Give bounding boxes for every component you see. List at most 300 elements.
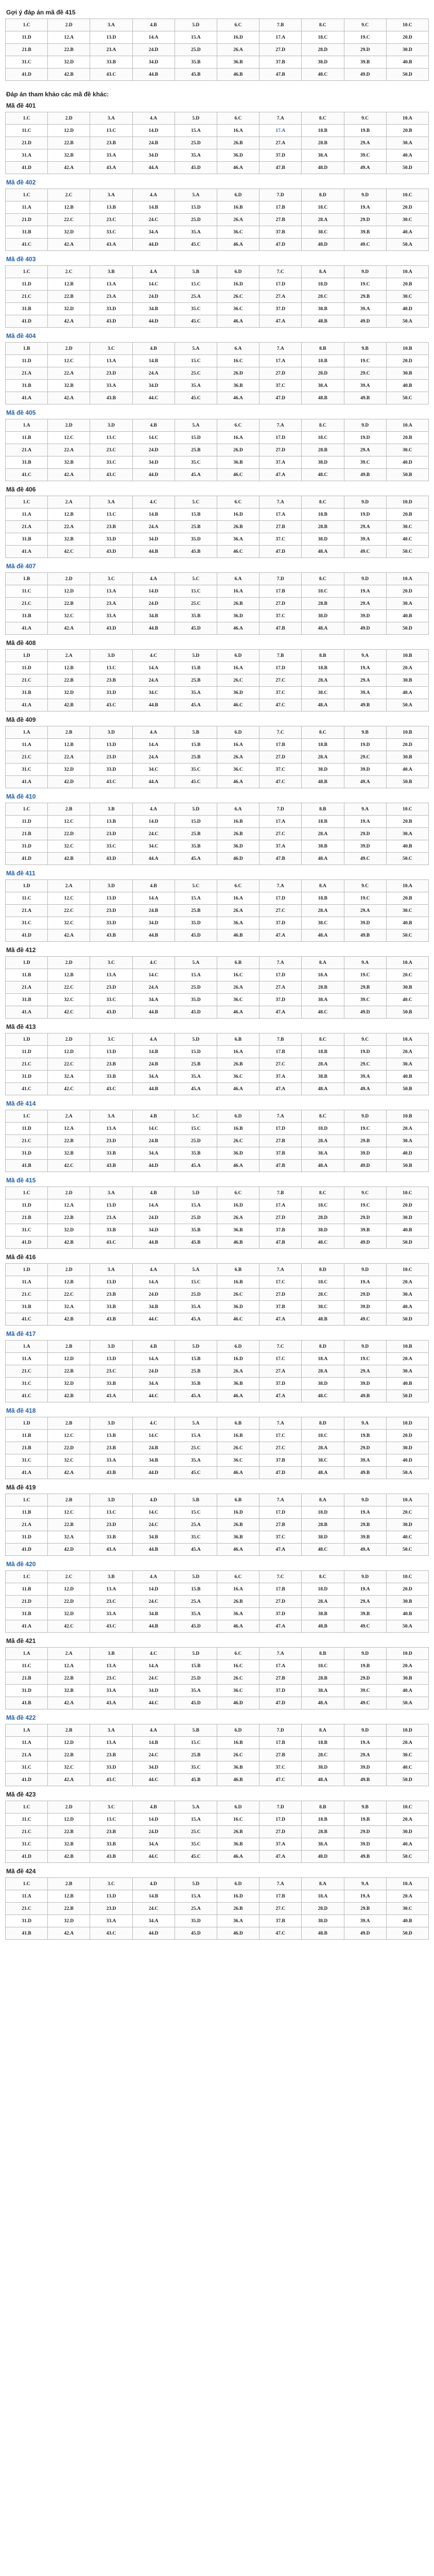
answer-cell: 19.C bbox=[344, 892, 386, 905]
answer-cell: 3.D bbox=[90, 1341, 132, 1353]
answer-cell: 22.B bbox=[48, 674, 90, 687]
answer-cell: 36.C bbox=[217, 1454, 259, 1467]
answer-cell: 47.A bbox=[259, 929, 302, 942]
answer-cell: 24.C bbox=[132, 1596, 175, 1608]
answer-row bbox=[6, 1596, 429, 1608]
answer-cell: 48.C bbox=[302, 1544, 344, 1556]
answer-cell: 8.C bbox=[302, 112, 344, 125]
answer-cell: 39.A bbox=[344, 303, 386, 315]
answer-cell: 23.B bbox=[90, 1442, 132, 1454]
answer-cell: 43.D bbox=[90, 546, 132, 558]
answer-cell: 43.B bbox=[90, 1313, 132, 1326]
answer-cell: 20.B bbox=[386, 432, 428, 444]
answer-cell: 2.C bbox=[48, 1571, 90, 1583]
answer-cell: 32.B bbox=[48, 1838, 90, 1851]
answer-row bbox=[6, 917, 429, 929]
answer-cell: 33.D bbox=[90, 303, 132, 315]
answer-cell: 30.C bbox=[386, 1903, 428, 1915]
answer-cell: 32.D bbox=[48, 764, 90, 776]
answer-cell: 41.A bbox=[6, 699, 48, 711]
answer-table bbox=[5, 1187, 429, 1249]
answer-cell: 43.A bbox=[90, 1697, 132, 1709]
answer-cell: 35.B bbox=[175, 610, 217, 622]
answer-cell: 47.B bbox=[259, 622, 302, 635]
answer-row bbox=[6, 1442, 429, 1454]
answer-table bbox=[5, 189, 429, 251]
answer-cell: 13.D bbox=[90, 1353, 132, 1365]
answer-cell: 35.C bbox=[175, 303, 217, 315]
answer-cell: 31.C bbox=[6, 1454, 48, 1467]
answer-cell: 1.C bbox=[6, 1801, 48, 1814]
answer-cell: 24.D bbox=[132, 1365, 175, 1378]
answer-cell: 9.C bbox=[344, 112, 386, 125]
answer-cell: 20.A bbox=[386, 1353, 428, 1365]
answer-cell: 22.C bbox=[48, 1289, 90, 1301]
answer-cell: 30.A bbox=[386, 598, 428, 610]
answer-cell: 2.B bbox=[48, 1724, 90, 1737]
exam-code-title: Mã đề 422 bbox=[6, 1714, 36, 1721]
answer-cell: 32.D bbox=[48, 687, 90, 699]
answer-row bbox=[6, 1224, 429, 1236]
answer-row bbox=[6, 1199, 429, 1212]
exam-code-block bbox=[5, 558, 429, 635]
answer-cell: 26.B bbox=[217, 1903, 259, 1915]
answer-cell: 33.A bbox=[90, 1608, 132, 1620]
answer-cell: 10.B bbox=[386, 726, 428, 739]
answer-cell: 26.C bbox=[217, 1749, 259, 1761]
answer-cell: 3.D bbox=[90, 650, 132, 662]
answer-cell: 11.D bbox=[6, 816, 48, 828]
answer-row bbox=[6, 816, 429, 828]
answer-cell: 41.C bbox=[6, 1390, 48, 1402]
exam-code-block bbox=[5, 404, 429, 481]
answer-cell: 38.C bbox=[302, 917, 344, 929]
answer-cell: 47.B bbox=[259, 162, 302, 174]
answer-cell: 31.B bbox=[6, 610, 48, 622]
answer-cell: 39.B bbox=[344, 1531, 386, 1544]
answer-cell: 3.C bbox=[90, 343, 132, 355]
answer-cell: 23.B bbox=[90, 1749, 132, 1761]
answer-table bbox=[5, 342, 429, 404]
answer-cell: 34.D bbox=[132, 917, 175, 929]
answer-cell: 11.D bbox=[6, 278, 48, 291]
answer-cell: 20.D bbox=[386, 739, 428, 751]
answer-cell: 35.A bbox=[175, 226, 217, 239]
answer-cell: 43.D bbox=[90, 853, 132, 865]
answer-row bbox=[6, 726, 429, 739]
answer-cell: 20.D bbox=[386, 1430, 428, 1442]
answer-cell: 40.D bbox=[386, 303, 428, 315]
answer-cell: 47.A bbox=[259, 1390, 302, 1402]
answer-cell: 7.B bbox=[259, 1187, 302, 1199]
answer-cell: 24.B bbox=[132, 1135, 175, 1147]
answer-cell: 26.B bbox=[217, 1519, 259, 1531]
answer-cell: 19.D bbox=[344, 739, 386, 751]
answer-cell: 29.A bbox=[344, 674, 386, 687]
answer-cell: 20.D bbox=[386, 355, 428, 367]
answer-cell: 45.A bbox=[175, 1544, 217, 1556]
answer-cell: 12.B bbox=[48, 278, 90, 291]
answer-cell: 25.B bbox=[175, 751, 217, 764]
answer-cell: 37.B bbox=[259, 1147, 302, 1160]
answer-cell: 28.B bbox=[302, 981, 344, 994]
answer-cell: 24.B bbox=[132, 1442, 175, 1454]
answer-cell: 29.A bbox=[344, 598, 386, 610]
answer-cell: 9.D bbox=[344, 1264, 386, 1276]
answer-cell: 1.C bbox=[6, 1878, 48, 1890]
answer-cell: 35.D bbox=[175, 917, 217, 929]
answer-cell: 9.A bbox=[344, 803, 386, 816]
answer-cell: 26.B bbox=[217, 828, 259, 840]
answer-cell: 9.B bbox=[344, 343, 386, 355]
answer-cell: 48.A bbox=[302, 1160, 344, 1172]
answer-cell: 45.D bbox=[175, 1006, 217, 1019]
answer-cell: 43.B bbox=[90, 392, 132, 404]
exam-code-title: Mã đề 411 bbox=[6, 870, 36, 877]
answer-cell: 20.A bbox=[386, 1046, 428, 1058]
answer-cell: 10.A bbox=[386, 957, 428, 969]
answer-row bbox=[6, 1761, 429, 1774]
answer-cell: 8.B bbox=[302, 343, 344, 355]
answer-cell: 23.D bbox=[90, 981, 132, 994]
answer-cell: 18.B bbox=[302, 1737, 344, 1749]
answer-cell: 39.C bbox=[344, 1685, 386, 1697]
answer-cell: 18.D bbox=[302, 1123, 344, 1135]
answer-cell: 39.B bbox=[344, 1224, 386, 1236]
answer-cell: 21.C bbox=[6, 598, 48, 610]
answer-cell: 4.B bbox=[132, 880, 175, 892]
answer-cell: 4.B bbox=[132, 19, 175, 31]
answer-cell: 30.C bbox=[386, 1749, 428, 1761]
answer-row bbox=[6, 303, 429, 315]
answer-cell: 18.B bbox=[302, 892, 344, 905]
answer-row bbox=[6, 1123, 429, 1135]
answer-cell: 21.C bbox=[6, 1289, 48, 1301]
answer-cell: 10.C bbox=[386, 189, 428, 201]
answer-cell: 10.C bbox=[386, 1571, 428, 1583]
answer-cell: 40.B bbox=[386, 1608, 428, 1620]
answer-cell: 34.B bbox=[132, 303, 175, 315]
answer-cell: 34.A bbox=[132, 1915, 175, 1927]
answer-cell: 45.D bbox=[175, 1620, 217, 1633]
answer-cell: 18.C bbox=[302, 1276, 344, 1289]
answer-cell: 47.B bbox=[259, 1160, 302, 1172]
answer-cell: 7.D bbox=[259, 1801, 302, 1814]
answer-cell: 26.B bbox=[217, 521, 259, 533]
answer-cell: 37.D bbox=[259, 994, 302, 1006]
answer-cell: 11.C bbox=[6, 125, 48, 137]
answer-cell: 26.B bbox=[217, 1826, 259, 1838]
answer-cell: 23.D bbox=[90, 1135, 132, 1147]
answer-cell: 13.A bbox=[90, 1660, 132, 1672]
answer-cell: 12.B bbox=[48, 1890, 90, 1903]
answer-cell: 44.C bbox=[132, 1390, 175, 1402]
answer-cell: 48.A bbox=[302, 1083, 344, 1095]
answer-cell: 37.C bbox=[259, 610, 302, 622]
answer-cell: 20.A bbox=[386, 662, 428, 674]
answer-row bbox=[6, 1660, 429, 1672]
answer-cell: 50.C bbox=[386, 546, 428, 558]
answer-cell: 22.B bbox=[48, 598, 90, 610]
answer-cell: 2.A bbox=[48, 496, 90, 509]
answer-cell: 4.A bbox=[132, 1264, 175, 1276]
answer-cell: 28.C bbox=[302, 291, 344, 303]
answer-cell: 17.B bbox=[259, 201, 302, 214]
answer-cell: 9.B bbox=[344, 726, 386, 739]
answer-cell: 9.C bbox=[344, 880, 386, 892]
answer-cell: 8.C bbox=[302, 1571, 344, 1583]
answer-cell: 20.A bbox=[386, 1890, 428, 1903]
answer-cell: 49.D bbox=[344, 622, 386, 635]
answer-cell: 9.D bbox=[344, 1341, 386, 1353]
answer-cell: 26.A bbox=[217, 214, 259, 226]
answer-row bbox=[6, 1878, 429, 1890]
exam-code-title: Mã đề 410 bbox=[6, 793, 36, 800]
answer-cell: 2.A bbox=[48, 650, 90, 662]
answer-cell: 17.D bbox=[259, 432, 302, 444]
answer-cell: 44.A bbox=[132, 853, 175, 865]
answer-cell: 20.D bbox=[386, 201, 428, 214]
answer-cell: 1.D bbox=[6, 650, 48, 662]
answer-cell: 39.C bbox=[344, 994, 386, 1006]
exam-code-block bbox=[5, 97, 429, 174]
answer-cell: 49.C bbox=[344, 853, 386, 865]
exam-code-title: Mã đề 405 bbox=[6, 409, 36, 416]
answer-cell: 48.A bbox=[302, 929, 344, 942]
answer-cell: 22.B bbox=[48, 1749, 90, 1761]
answer-cell: 26.A bbox=[217, 751, 259, 764]
answer-cell: 11.B bbox=[6, 432, 48, 444]
answer-cell: 4.A bbox=[132, 266, 175, 278]
answer-cell: 24.D bbox=[132, 598, 175, 610]
answer-cell: 48.A bbox=[302, 546, 344, 558]
answer-cell: 27.A bbox=[259, 137, 302, 149]
answer-cell: 21.A bbox=[6, 521, 48, 533]
answer-table bbox=[5, 1263, 429, 1326]
answer-cell: 6.C bbox=[217, 1571, 259, 1583]
answer-cell: 20.D bbox=[386, 31, 428, 44]
answer-cell: 6.C bbox=[217, 19, 259, 31]
answer-cell: 30.A bbox=[386, 1135, 428, 1147]
answer-cell: 3.D bbox=[90, 419, 132, 432]
answer-cell: 5.D bbox=[175, 1341, 217, 1353]
answer-cell: 28.B bbox=[302, 444, 344, 456]
answer-cell: 7.A bbox=[259, 957, 302, 969]
answer-cell: 37.C bbox=[259, 764, 302, 776]
answer-cell: 15.A bbox=[175, 31, 217, 44]
answer-cell: 18.B bbox=[302, 125, 344, 137]
answer-cell: 38.D bbox=[302, 1224, 344, 1236]
answer-cell: 50.B bbox=[386, 1083, 428, 1095]
answer-cell: 27.B bbox=[259, 521, 302, 533]
answer-cell: 7.A bbox=[259, 1417, 302, 1430]
answer-cell: 42.A bbox=[48, 469, 90, 481]
answer-cell: 15.A bbox=[175, 1890, 217, 1903]
intro-answer-table bbox=[5, 19, 429, 81]
answer-cell: 3.C bbox=[90, 1878, 132, 1890]
answer-cell: 20.B bbox=[386, 816, 428, 828]
answer-table bbox=[5, 649, 429, 711]
answer-cell: 9.C bbox=[344, 1033, 386, 1046]
answer-cell: 37.B bbox=[259, 1224, 302, 1236]
answer-cell: 42.C bbox=[48, 1083, 90, 1095]
answer-cell: 21.C bbox=[6, 1058, 48, 1071]
answer-row bbox=[6, 1378, 429, 1390]
answer-cell: 18.A bbox=[302, 969, 344, 981]
answer-row bbox=[6, 1160, 429, 1172]
answer-cell: 29.C bbox=[344, 367, 386, 380]
answer-cell: 31.D bbox=[6, 1685, 48, 1697]
answer-cell: 34.D bbox=[132, 456, 175, 469]
answer-cell: 40.A bbox=[386, 687, 428, 699]
answer-cell: 16.D bbox=[217, 1353, 259, 1365]
exam-code-title: Mã đề 420 bbox=[6, 1561, 36, 1568]
answer-cell: 48.B bbox=[302, 776, 344, 788]
answer-cell: 50.C bbox=[386, 1851, 428, 1863]
answer-cell: 12.B bbox=[48, 969, 90, 981]
answer-cell: 44.D bbox=[132, 1467, 175, 1479]
answer-cell: 4.D bbox=[132, 1878, 175, 1890]
answer-cell: 41.D bbox=[6, 1236, 48, 1249]
answer-cell: 6.A bbox=[217, 573, 259, 585]
answer-row bbox=[6, 1890, 429, 1903]
answer-cell: 3.A bbox=[90, 112, 132, 125]
answer-cell: 18.D bbox=[302, 1506, 344, 1519]
answer-cell: 4.C bbox=[132, 650, 175, 662]
answer-cell: 26.C bbox=[217, 1289, 259, 1301]
answer-row bbox=[6, 1672, 429, 1685]
answer-cell: 12.B bbox=[48, 509, 90, 521]
answer-cell: 15.A bbox=[175, 125, 217, 137]
answer-cell: 11.A bbox=[6, 1276, 48, 1289]
answer-cell: 5.A bbox=[175, 419, 217, 432]
answer-cell: 7.A bbox=[259, 1110, 302, 1123]
answer-cell: 32.D bbox=[48, 1224, 90, 1236]
answer-cell: 23.A bbox=[90, 598, 132, 610]
answer-cell: 19.A bbox=[344, 1890, 386, 1903]
answer-cell: 27.A bbox=[259, 291, 302, 303]
answer-cell: 47.B bbox=[259, 1236, 302, 1249]
answer-cell: 29.D bbox=[344, 1672, 386, 1685]
answer-cell: 42.A bbox=[48, 1697, 90, 1709]
answer-cell: 46.A bbox=[217, 1006, 259, 1019]
answer-row bbox=[6, 469, 429, 481]
answer-row bbox=[6, 1110, 429, 1123]
answer-cell: 13.A bbox=[90, 278, 132, 291]
answer-cell: 16.A bbox=[217, 662, 259, 674]
answer-cell: 14.C bbox=[132, 1123, 175, 1135]
answer-cell: 31.C bbox=[6, 1761, 48, 1774]
answer-cell: 23.D bbox=[90, 367, 132, 380]
answer-cell: 28.A bbox=[302, 1596, 344, 1608]
answer-cell: 45.A bbox=[175, 1160, 217, 1172]
answer-cell: 9.A bbox=[344, 1878, 386, 1890]
spacer bbox=[5, 81, 429, 86]
answer-cell: 14.B bbox=[132, 1737, 175, 1749]
answer-cell: 32.B bbox=[48, 380, 90, 392]
answer-cell: 49.B bbox=[344, 392, 386, 404]
answer-cell: 2.D bbox=[48, 1264, 90, 1276]
answer-cell: 22.D bbox=[48, 1596, 90, 1608]
answer-cell: 47.A bbox=[259, 1313, 302, 1326]
answer-cell: 38.B bbox=[302, 1608, 344, 1620]
answer-cell: 40.B bbox=[386, 917, 428, 929]
answer-cell: 23.B bbox=[90, 1289, 132, 1301]
answer-cell: 7.A bbox=[259, 343, 302, 355]
answer-cell: 10.D bbox=[386, 1417, 428, 1430]
answer-cell: 29.A bbox=[344, 905, 386, 917]
answer-cell: 11.C bbox=[6, 585, 48, 598]
answer-cell: 6.D bbox=[217, 726, 259, 739]
answer-cell: 14.A bbox=[132, 31, 175, 44]
answer-row bbox=[6, 699, 429, 711]
answer-table bbox=[5, 496, 429, 558]
answer-cell: 24.A bbox=[132, 367, 175, 380]
answer-row bbox=[6, 1620, 429, 1633]
answer-cell: 6.A bbox=[217, 343, 259, 355]
answer-cell: 35.D bbox=[175, 994, 217, 1006]
answer-cell: 38.C bbox=[302, 687, 344, 699]
answer-cell: 10.B bbox=[386, 1341, 428, 1353]
answer-cell: 16.D bbox=[217, 509, 259, 521]
answer-cell: 50.A bbox=[386, 315, 428, 328]
answer-cell: 21.D bbox=[6, 214, 48, 226]
answer-cell: 24.A bbox=[132, 521, 175, 533]
answer-cell: 30.B bbox=[386, 1596, 428, 1608]
answer-table bbox=[5, 726, 429, 788]
answer-cell: 19.A bbox=[344, 1506, 386, 1519]
answer-cell: 2.B bbox=[48, 803, 90, 816]
answer-cell: 16.D bbox=[217, 1199, 259, 1212]
answer-cell: 15.A bbox=[175, 1199, 217, 1212]
answer-cell: 30.C bbox=[386, 214, 428, 226]
answer-cell: 36.B bbox=[217, 1838, 259, 1851]
answer-cell: 22.A bbox=[48, 521, 90, 533]
answer-cell: 44.B bbox=[132, 1236, 175, 1249]
answer-cell: 29.B bbox=[344, 1135, 386, 1147]
exam-code-block bbox=[5, 174, 429, 251]
answer-row bbox=[6, 496, 429, 509]
answer-cell: 46.A bbox=[217, 622, 259, 635]
answer-cell: 15.C bbox=[175, 278, 217, 291]
answer-cell: 24.D bbox=[132, 1289, 175, 1301]
answer-cell: 35.A bbox=[175, 1454, 217, 1467]
answer-cell: 22.D bbox=[48, 1442, 90, 1454]
answer-cell: 49.B bbox=[344, 469, 386, 481]
answer-cell: 29.D bbox=[344, 214, 386, 226]
answer-cell: 33.B bbox=[90, 1224, 132, 1236]
answer-row bbox=[6, 776, 429, 788]
answer-cell: 17.D bbox=[259, 892, 302, 905]
answer-row bbox=[6, 1531, 429, 1544]
answer-row bbox=[6, 1814, 429, 1826]
answer-row bbox=[6, 1737, 429, 1749]
answer-cell: 5.A bbox=[175, 343, 217, 355]
answer-row bbox=[6, 1301, 429, 1313]
answer-cell: 41.A bbox=[6, 1620, 48, 1633]
answer-cell: 18.B bbox=[302, 1814, 344, 1826]
answer-cell: 33.A bbox=[90, 610, 132, 622]
answer-cell: 45.D bbox=[175, 929, 217, 942]
answer-cell: 34.C bbox=[132, 840, 175, 853]
answer-cell: 21.C bbox=[6, 751, 48, 764]
answer-cell: 49.B bbox=[344, 1467, 386, 1479]
answer-cell: 15.D bbox=[175, 816, 217, 828]
answer-cell: 49.C bbox=[344, 546, 386, 558]
answer-cell: 15.C bbox=[175, 1123, 217, 1135]
answer-cell: 37.D bbox=[259, 149, 302, 162]
answer-cell: 39.D bbox=[344, 1301, 386, 1313]
